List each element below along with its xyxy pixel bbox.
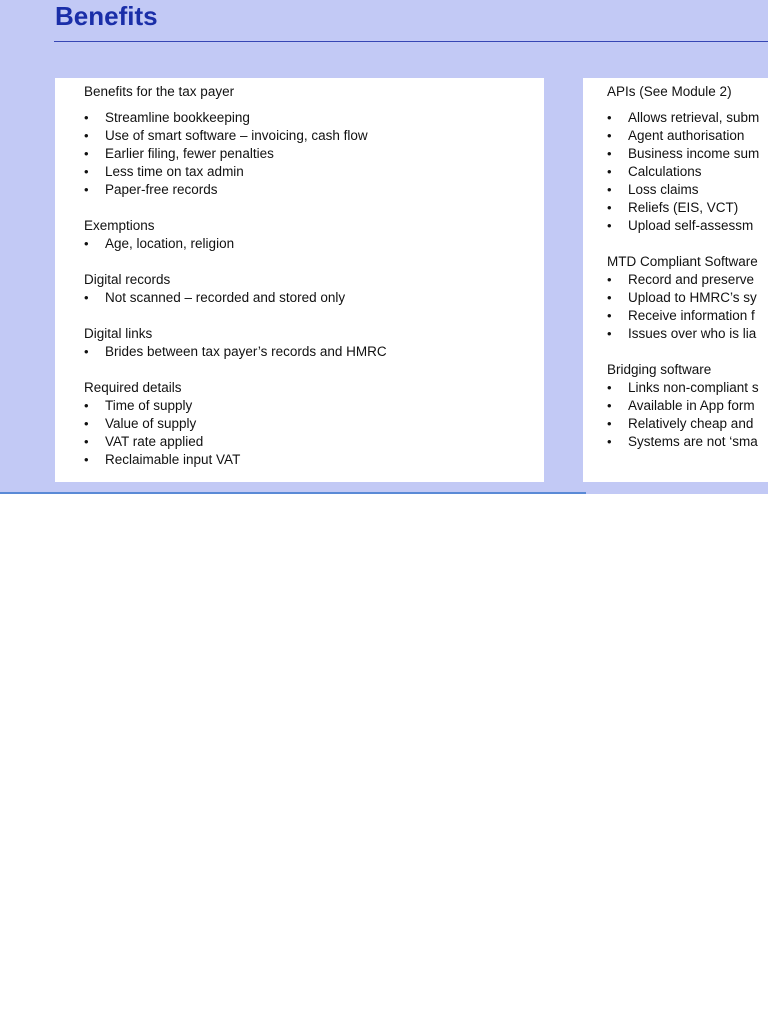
bullet-icon: • [607,164,612,179]
bullet-icon: • [607,200,612,215]
list-item-text: Receive information f [628,308,755,323]
section-heading: MTD Compliant Software [607,254,758,269]
list-item-text: VAT rate applied [105,434,204,449]
list-item-text: Calculations [628,164,702,179]
bullet-list [607,379,768,451]
bullet-icon: • [607,290,612,305]
list-item [84,145,544,163]
list-item [84,415,544,433]
list-item-text: Upload to HMRC’s sy [628,290,757,305]
bottom-divider [0,492,586,494]
list-item [607,289,768,307]
bullet-list [607,271,768,343]
list-item [607,109,768,127]
bullet-icon: • [607,326,612,341]
bullet-icon: • [84,182,89,197]
list-item [607,325,768,343]
list-item [84,109,544,127]
slide-title: Benefits [55,1,158,31]
section-apis [607,83,768,235]
bullet-list [84,289,544,307]
list-item [607,307,768,325]
list-item-text: Earlier filing, fewer penalties [105,146,274,161]
list-item-text: Issues over who is lia [628,326,757,341]
list-item-text: Allows retrieval, subm [628,110,760,125]
bullet-icon: • [84,290,89,305]
bullet-icon: • [84,164,89,179]
benefits-panel [55,78,544,482]
list-item-text: Age, location, religion [105,236,235,251]
list-item [607,379,768,397]
list-item-text: Reclaimable input VAT [105,452,241,467]
list-item-text: Value of supply [105,416,197,431]
list-item [84,289,544,307]
section-digital-links [84,325,544,361]
title-divider [54,41,768,42]
list-item [84,127,544,145]
list-item-text: Brides between tax payer’s records and HMRC [105,344,387,359]
list-item-text: Time of supply [105,398,193,413]
list-item-text: Not scanned – recorded and stored only [105,290,346,305]
list-item [607,145,768,163]
list-item-text: Use of smart software – invoicing, cash flow [105,128,368,143]
bullet-icon: • [607,110,612,125]
list-item-text: Record and preserve [628,272,755,287]
list-item-text: Available in App form [628,398,755,413]
list-item [84,433,544,451]
section-heading: Digital records [84,272,171,287]
bullet-icon: • [607,146,612,161]
bullet-icon: • [607,434,612,449]
bullet-list [84,109,544,199]
list-item [607,181,768,199]
list-item-text: Loss claims [628,182,699,197]
section-required-details [84,379,544,469]
list-item-text: Systems are not ‘sma [628,434,758,449]
list-item [84,163,544,181]
section-bridging-software [607,361,768,451]
list-item-text: Links non-compliant s [628,380,759,395]
section-mtd-compliant-software [607,253,768,343]
bullet-icon: • [84,416,89,431]
list-item-text: Paper-free records [105,182,218,197]
list-item-text: Less time on tax admin [105,164,244,179]
section-heading: Benefits for the tax payer [84,84,235,99]
bullet-icon: • [84,128,89,143]
section-exemptions [84,217,544,253]
section-heading: Digital links [84,326,153,341]
bullet-list [84,343,544,361]
list-item-text: Business income sum [628,146,760,161]
bullet-list [84,235,544,253]
slide [0,0,768,494]
bullet-icon: • [84,452,89,467]
list-item [607,163,768,181]
bullet-list [607,109,768,235]
section-heading: Exemptions [84,218,155,233]
list-item [84,343,544,361]
bullet-icon: • [607,398,612,413]
bullet-icon: • [607,128,612,143]
list-item [84,235,544,253]
bullet-icon: • [84,236,89,251]
list-item [607,397,768,415]
section-benefits-for-tax-payer [84,83,544,199]
list-item [607,217,768,235]
bullet-icon: • [84,398,89,413]
bullet-icon: • [84,146,89,161]
bullet-icon: • [607,272,612,287]
list-item [84,397,544,415]
list-item-text: Reliefs (EIS, VCT) [628,200,739,215]
bullet-icon: • [607,218,612,233]
list-item [607,271,768,289]
list-item-text: Relatively cheap and [628,416,754,431]
section-heading: Bridging software [607,362,712,377]
bullet-icon: • [607,308,612,323]
bullet-icon: • [84,434,89,449]
bullet-list [84,397,544,469]
apis-panel [583,78,768,482]
list-item [84,181,544,199]
list-item-text: Upload self-assessm [628,218,754,233]
section-heading: Required details [84,380,182,395]
list-item [84,451,544,469]
section-heading: APIs (See Module 2) [607,84,732,99]
list-item-text: Agent authorisation [628,128,745,143]
list-item-text: Streamline bookkeeping [105,110,250,125]
section-digital-records [84,271,544,307]
list-item [607,199,768,217]
bullet-icon: • [84,344,89,359]
list-item [607,127,768,145]
bullet-icon: • [607,416,612,431]
list-item [607,433,768,451]
list-item [607,415,768,433]
bullet-icon: • [607,380,612,395]
bullet-icon: • [607,182,612,197]
bullet-icon: • [84,110,89,125]
